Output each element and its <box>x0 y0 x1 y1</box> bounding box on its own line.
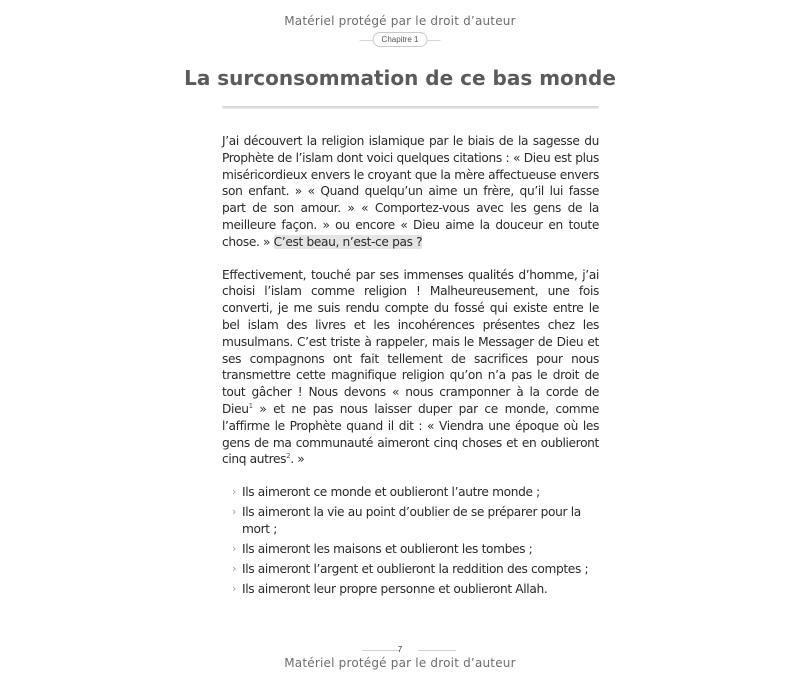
page-number-rule-right <box>418 650 456 651</box>
list-item <box>232 541 599 558</box>
chapter-tag: Chapitre 1 <box>373 32 428 47</box>
chevron-right-icon: › <box>232 581 237 595</box>
chevron-right-icon: › <box>232 541 237 555</box>
page-number: 7 <box>397 645 403 654</box>
copyright-watermark-bottom: Matériel protégé par le droit d’auteur <box>284 656 516 670</box>
copyright-watermark-top: Matériel protégé par le droit d’auteur <box>284 14 516 28</box>
footnote-marker-2[interactable]: 2 <box>286 452 291 461</box>
title-divider <box>222 106 599 109</box>
paragraph-intro <box>222 133 599 251</box>
paragraph-conversion-part1: Effectivement, touché par ses immenses qualités d’homme, j’ai choisi l’islam comme religion ! Malheureusement, une fois converti, je me suis rendu compte du fossé qui existe entre le bel islam des livres et les incohérences présentes chez les musulmans. C’est triste à rappeler, mais le Messager de Dieu et ses compagnons ont fait tellement de sacrifices pour nous transmettre cette magnifique religion qu’on n’a pas le droit de tout gâcher ! Nous devons « nous cramponner à la corde de Dieu <box>222 267 599 416</box>
list-item <box>232 484 599 501</box>
list-item-text: Ils aimeront leur propre personne et oublieront Allah. <box>242 581 548 596</box>
list-item <box>232 581 599 598</box>
five-things-list <box>222 484 599 598</box>
footnote-marker-1[interactable]: 1 <box>248 401 253 410</box>
list-item-text: Ils aimeront les maisons et oublieront les tombes ; <box>242 541 533 556</box>
paragraph-conversion-part3: . » <box>290 452 305 467</box>
chapter-body <box>222 133 599 601</box>
chapter-title: La surconsommation de ce bas monde <box>184 66 616 90</box>
list-item-text: Ils aimeront l’argent et oublieront la reddition des comptes ; <box>242 561 589 576</box>
list-item <box>232 561 599 578</box>
chevron-right-icon: › <box>232 561 237 575</box>
list-item-text: Ils aimeront la vie au point d’oublier de se préparer pour la mort ; <box>242 505 581 536</box>
chevron-right-icon: › <box>232 485 237 499</box>
list-item <box>232 504 599 538</box>
paragraph-conversion-part2: » et ne pas nous laisser duper par ce monde, comme l’affirme le Prophète quand il dit : « Viendra une époque où les gens de ma communauté aimeront cinq choses et en oublieront cinq autres <box>222 401 599 467</box>
highlighted-text[interactable]: C’est beau, n’est-ce pas ? <box>273 234 423 249</box>
paragraph-intro-text: J’ai découvert la religion islamique par le biais de la sagesse du Prophète de l’islam dont voici quelques citations : « Dieu est plus miséricordieux envers le croyant que la mère affectueuse envers son enfant. » « Quand quelqu’un aime un frère, qu’il lui fasse part de son amour. » « Comportez-vous avec les gens de la meilleure façon. » ou encore « Dieu aime la douceur en toute chose. » <box>222 134 599 249</box>
chevron-right-icon: › <box>232 505 237 519</box>
list-item-text: Ils aimeront ce monde et oublieront l’autre monde ; <box>242 485 540 500</box>
paragraph-conversion <box>222 267 599 469</box>
